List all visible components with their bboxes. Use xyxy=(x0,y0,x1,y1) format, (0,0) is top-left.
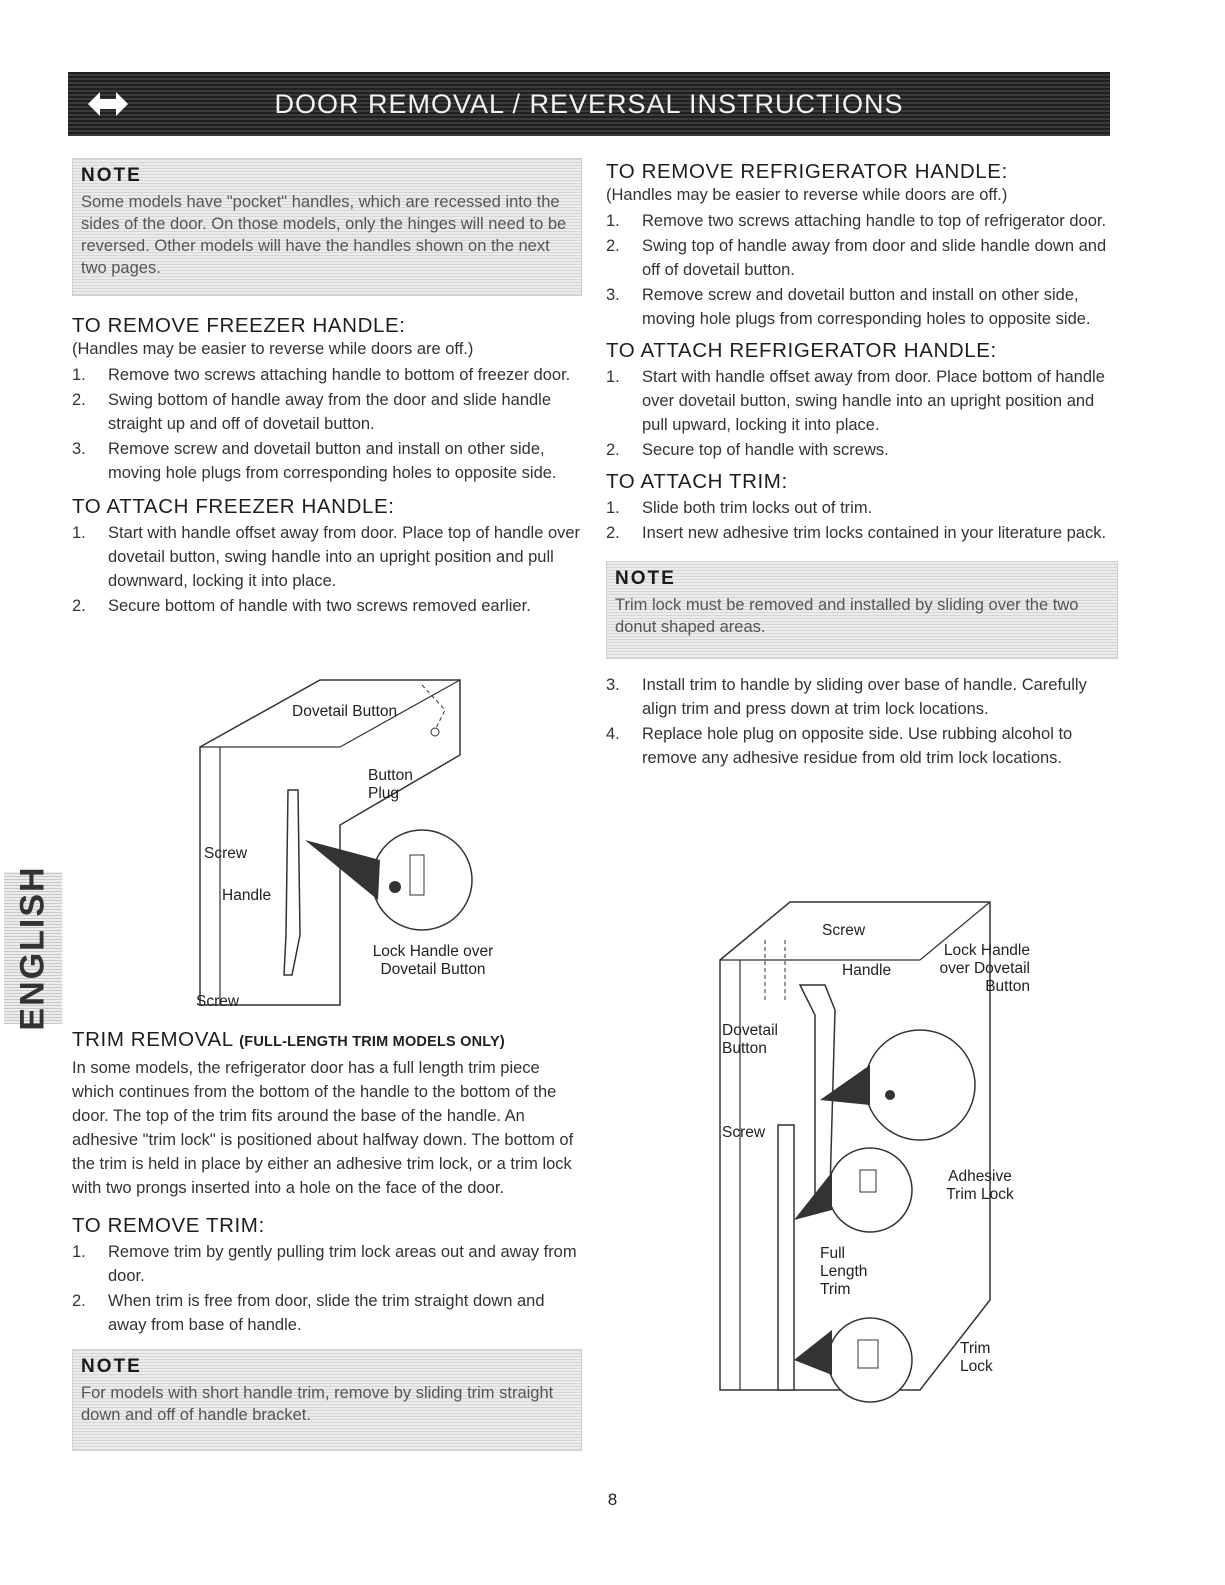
section-heading: TO REMOVE TRIM: xyxy=(72,1214,265,1237)
label-adhesive-trim-lock: Adhesive Trim Lock xyxy=(946,1168,1014,1203)
label-button-plug: Button Plug xyxy=(368,767,413,802)
note-label: NOTE xyxy=(81,165,142,186)
note-text: Trim lock must be removed and installed by sliding over the two donut shaped areas. xyxy=(615,596,1079,636)
list-item: 2. When trim is free from door, slide the trim straight down and away from base of handle. xyxy=(72,1292,545,1334)
label-dovetail-button: Dovetail Button xyxy=(292,703,398,720)
label-lock-handle: Lock Handle over Dovetail Button xyxy=(372,943,494,978)
list-item: 3. Remove screw and dovetail button and install on other side, moving hole plugs from corresponding holes to opposite side. xyxy=(606,286,1091,328)
section-attach-refrigerator-handle xyxy=(606,339,1118,462)
label-screw-lower: Screw xyxy=(722,1124,766,1141)
page-title: DOOR REMOVAL / REVERSAL INSTRUCTIONS xyxy=(274,88,904,119)
label-handle: Handle xyxy=(222,887,272,904)
note-label: NOTE xyxy=(615,568,676,589)
section-remove-refrigerator-handle xyxy=(606,160,1118,331)
section-heading: TO ATTACH REFRIGERATOR HANDLE: xyxy=(606,339,997,362)
section-heading: TRIM REMOVAL (FULL-LENGTH TRIM MODELS ONLY) xyxy=(72,1028,505,1051)
language-tab xyxy=(4,865,62,1031)
label-handle: Handle xyxy=(842,962,892,979)
section-heading: TO ATTACH FREEZER HANDLE: xyxy=(72,495,395,518)
page-number: 8 xyxy=(607,1490,618,1509)
note-text: Some models have "pocket" handles, which are recessed into the sides of the door. On those models, only the hinges will need to be reversed. Other models will have the handles shown on the next two pages. xyxy=(81,193,567,277)
list-item: 1. Start with handle offset away from door. Place bottom of handle over dovetail button, swing handle into an upright position and pull upward, locking it into place. xyxy=(606,368,1105,434)
label-dovetail-button: Dovetail Button xyxy=(722,1022,778,1057)
section-subtext: (Handles may be easier to reverse while doors are off.) xyxy=(606,186,1008,204)
list-item: 2. Secure bottom of handle with two screws removed earlier. xyxy=(72,597,531,615)
note-box-pocket-handles xyxy=(72,158,582,296)
list-item: 2. Swing top of handle away from door and slide handle down and off of dovetail button. xyxy=(606,237,1107,279)
list-item: 1. Start with handle offset away from door. Place top of handle over dovetail button, swing handle into an upright position and pull downward, locking it into place. xyxy=(72,524,581,590)
freezer-handle-diagram xyxy=(160,675,520,1015)
section-attach-freezer-handle xyxy=(72,495,582,618)
section-heading: TO REMOVE REFRIGERATOR HANDLE: xyxy=(606,160,1008,183)
list-item: 2. Swing bottom of handle away from the door and slide handle straight up and off of dovetail button. xyxy=(72,391,552,433)
note-box-short-trim xyxy=(72,1349,582,1451)
list-item: 1. Slide both trim locks out of trim. xyxy=(606,499,873,517)
section-attach-trim xyxy=(606,470,1118,545)
trim-removal-section xyxy=(72,1028,582,1451)
note-label: NOTE xyxy=(81,1356,142,1377)
section-remove-freezer-handle xyxy=(72,314,582,485)
list-item: 3. Remove screw and dovetail button and install on other side, moving hole plugs from corresponding holes to opposite side. xyxy=(72,440,557,482)
list-item: 2. Insert new adhesive trim locks contained in your literature pack. xyxy=(606,524,1107,542)
section-remove-trim xyxy=(72,1214,582,1337)
right-column xyxy=(606,160,1118,771)
label-screw: Screw xyxy=(822,922,866,939)
list-item: 1. Remove two screws attaching handle to bottom of freezer door. xyxy=(72,366,571,384)
refrigerator-trim-diagram xyxy=(710,900,1040,1405)
label-full-length-trim: Full Length Trim xyxy=(820,1245,868,1298)
list-item: 3. Install trim to handle by sliding over base of handle. Carefully align trim and press down at trim lock locations. xyxy=(606,676,1087,718)
section-banner xyxy=(68,72,1110,136)
list-item: 1. Remove trim by gently pulling trim lock areas out and away from door. xyxy=(72,1243,577,1285)
list-item: 2. Secure top of handle with screws. xyxy=(606,441,889,459)
label-screw-top: Screw xyxy=(204,845,248,862)
language-label: ENGLISH xyxy=(13,865,52,1031)
section-heading: TO ATTACH TRIM: xyxy=(606,470,788,493)
list-item: 1. Remove two screws attaching handle to top of refrigerator door. xyxy=(606,212,1107,230)
label-screw-bottom: Screw xyxy=(196,993,240,1010)
note-box-trim-lock xyxy=(606,561,1118,659)
label-trim-lock: Trim Lock xyxy=(960,1340,993,1375)
left-column xyxy=(72,158,582,619)
double-arrow-icon xyxy=(86,84,130,124)
trim-removal-text: In some models, the refrigerator door has a full length trim piece which continues from the bottom of the handle to the bottom of the door. The top of the trim fits around the base of the handle. An adhesive "trim lock" is positioned about halfway down. The bottom of the trim is held in place by either an adhesive trim lock, or a trim lock with two prongs inserted into a hole on the face of the door. xyxy=(72,1059,574,1197)
section-subtext: (Handles may be easier to reverse while doors are off.) xyxy=(72,340,474,358)
label-lock-handle: Lock Handle over Dovetail Button xyxy=(939,942,1030,995)
list-item: 4. Replace hole plug on opposite side. Use rubbing alcohol to remove any adhesive residue from old trim lock locations. xyxy=(606,725,1073,767)
note-text: For models with short handle trim, remove by sliding trim straight down and off of handle bracket. xyxy=(81,1384,554,1424)
section-heading: TO REMOVE FREEZER HANDLE: xyxy=(72,314,406,337)
